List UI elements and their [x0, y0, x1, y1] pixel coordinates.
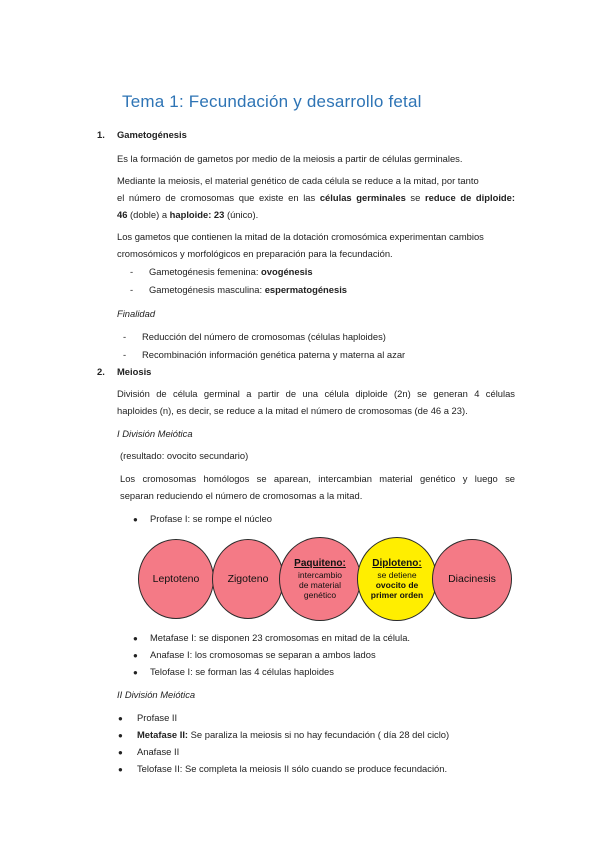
bullet-marker: ●: [133, 651, 138, 660]
section-1-heading: Gametogénesis: [117, 129, 187, 140]
bold-run: Metafase II:: [137, 729, 189, 740]
bold-run: haploide: 23: [169, 209, 225, 220]
list-item-text: Metafase I: se disponen 23 cromosomas en mitad de la célula.: [150, 632, 411, 643]
stage-detail: se detiene: [377, 570, 417, 580]
stage-diploteno: [357, 537, 437, 621]
profase-diagram: [138, 537, 513, 623]
text-run: (doble) a: [127, 209, 170, 220]
bullet-marker: ●: [133, 634, 138, 643]
bullet-marker: ●: [118, 731, 123, 740]
text-run: Gametogénesis masculina:: [149, 284, 265, 295]
stage-detail: primer orden: [370, 590, 424, 600]
stage-label: Paquiteno:: [294, 558, 346, 569]
bullet-marker: ●: [133, 515, 138, 524]
stage-paquiteno: [279, 537, 361, 621]
list-item-text: Anafase I: los cromosomas se separan a ambos lados: [150, 649, 376, 660]
stage-detail: ovocito de: [375, 580, 419, 590]
list-item: [133, 632, 411, 643]
text-run: se: [405, 192, 425, 203]
s1-paragraph-3: [117, 228, 515, 262]
list-item: [130, 266, 313, 277]
list-item: [118, 763, 448, 774]
bold-run: reduce de diploide:: [424, 192, 515, 203]
stage-detail: de material: [298, 580, 342, 590]
list-item-text: Anafase II: [137, 746, 180, 757]
list-item: [123, 331, 386, 342]
stage-detail: genético: [303, 590, 337, 600]
stage-leptoteno: [138, 539, 214, 619]
section-2-heading: Meiosis: [117, 366, 152, 377]
page-title: Tema 1: Fecundación y desarrollo fetal: [122, 92, 422, 111]
section-1-number: 1.: [97, 129, 105, 140]
s2-p1-line-1: División de célula germinal a partir de una célula diploide (2n) se generan 4 células: [117, 388, 515, 399]
s1-paragraph-2: [117, 172, 515, 223]
list-item: [118, 746, 180, 757]
s2-paragraph-1: [117, 385, 515, 419]
list-item-text: Profase II: [137, 712, 178, 723]
s2-paragraph-2: [120, 470, 515, 504]
bold-run: células germinales: [319, 192, 406, 203]
s1-p3-line-1: Los gametos que contienen la mitad de la dotación cromosómica experimentan cambios: [117, 231, 484, 242]
text-run: el número de cromosomas que existe en las: [117, 192, 320, 203]
stage-label: Zigoteno: [227, 573, 269, 585]
list-item: [118, 712, 178, 723]
finalidad-label: Finalidad: [117, 308, 156, 319]
list-item: [118, 729, 450, 740]
bullet-marker: ●: [133, 668, 138, 677]
s2-p1-line-2: haploides (n), es decir, se reduce a la mitad el número de cromosomas (de 46 a 23).: [117, 405, 468, 416]
s1-p2-line-3: [117, 206, 515, 223]
bullet-marker: ●: [118, 714, 123, 723]
bold-run: 46: [117, 209, 128, 220]
bold-run: ovogénesis: [261, 266, 313, 277]
list-item-text: Telofase I: se forman las 4 células haploides: [150, 666, 334, 677]
list-item: [133, 666, 334, 677]
dash-marker: -: [130, 266, 134, 277]
text-run: Gametogénesis femenina:: [149, 266, 262, 277]
s1-paragraph-1: Es la formación de gametos por medio de la meiosis a partir de células germinales.: [117, 153, 463, 164]
division-2-label: II División Meiótica: [117, 689, 196, 700]
dash-marker: -: [123, 331, 127, 342]
dash-marker: -: [130, 284, 134, 295]
s1-p3-line-2: cromosómicos y morfológicos en preparación para la fecundación.: [117, 248, 393, 259]
resultado-note: (resultado: ovocito secundario): [120, 450, 249, 461]
s2-p2-line-2: separan reduciendo el número de cromosomas a la mitad.: [120, 490, 363, 501]
bullet-marker: ●: [118, 765, 123, 774]
list-item: [133, 513, 272, 524]
text-run: (único).: [224, 209, 259, 220]
s2-p2-line-1: Los cromosomas homólogos se aparean, intercambian material genético y luego se: [120, 473, 515, 484]
list-item: [130, 284, 348, 295]
s1-p2-line-2: [117, 189, 515, 206]
stage-label: Diacinesis: [448, 573, 496, 585]
stage-zigoteno: [212, 539, 284, 619]
list-item-text: Telofase II: Se completa la meiosis II sólo cuando se produce fecundación.: [137, 763, 448, 774]
dash-marker: -: [123, 349, 127, 360]
list-item-text: Recombinación información genética paterna y materna al azar: [142, 349, 406, 360]
stage-label: Leptoteno: [152, 573, 200, 585]
list-item-text: Profase I: se rompe el núcleo: [150, 513, 272, 524]
bullet-marker: ●: [118, 748, 123, 757]
list-item-text: Se paraliza la meiosis si no hay fecundación ( día 28 del ciclo): [188, 729, 450, 740]
stage-detail: intercambio: [298, 570, 342, 580]
section-2-number: 2.: [97, 366, 105, 377]
list-item-text: Reducción del número de cromosomas (células haploides): [142, 331, 386, 342]
stage-diacinesis: [432, 539, 512, 619]
stage-label: Diploteno:: [372, 558, 422, 569]
list-item: [123, 349, 406, 360]
division-1-label: I División Meiótica: [117, 428, 193, 439]
s1-p2-line-1: Mediante la meiosis, el material genético de cada célula se reduce a la mitad, por tanto: [117, 175, 479, 186]
list-item: [133, 649, 376, 660]
bold-run: espermatogénesis: [264, 284, 348, 295]
